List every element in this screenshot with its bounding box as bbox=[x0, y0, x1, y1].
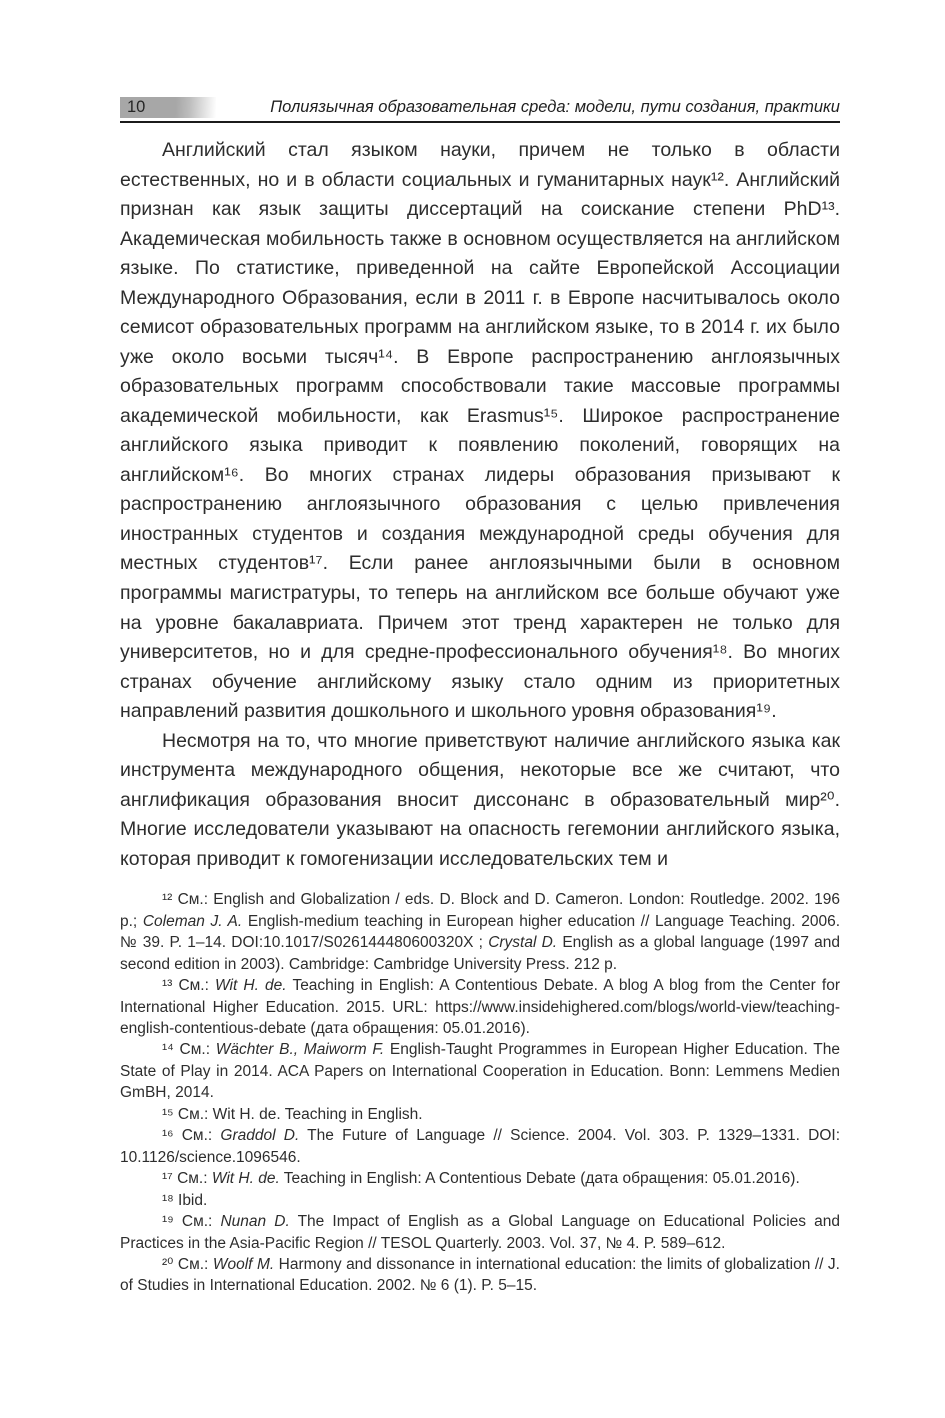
page-number-tab bbox=[120, 97, 216, 118]
body-paragraph-2: Несмотря на то, что многие приветствуют наличие английского языка как инструмента международного общения, некоторые все же считают, что англификация образования вносит диссонанс в образовательный мир²⁰. Многие исследователи указывают на опасность гегемонии английского языка, которая приводит к гомогенизации исследовательских тем и bbox=[120, 729, 840, 870]
body-paragraph-1: Английский стал языком науки, причем не только в области естественных, но и в области социальных и гуманитарных наук¹². Английский признан как язык защиты диссертаций на соискание степени PhD¹³. Академическая мобильность также в основном осуществляется на английском языке. По статистике, приведенной на сайте Европейской Ассоциации Международного Образования, если в 2011 г. в Европе насчитывалось около семисот образовательных программ на английском языке, то в 2014 г. их было уже около восьми тысяч¹⁴. В Европе распространению англоязычных образовательных программ способствовали такие массовые программы академической мобильности, как Erasmus¹⁵. Широкое распространение английского языка приводит к появлению поколений, говорящих на английском¹⁶. Во многих странах лидеры образования призывают к распространению англоязычного образования с целью привлечения иностранных студентов и создания международной среды обучения для местных студентов¹⁷. Если ранее англоязычными были в основном программы магистратуры, то теперь на английском все больше обучают уже на уровне бакалавриата. Причем этот тренд характерен не только для университетов, но и для средне-профессионального обучения¹⁸. Во многих странах обучение английскому языку стало одним из приоритетных направлений развития дошкольного и школьного уровня образования¹⁹. bbox=[120, 139, 840, 723]
footnote-19: ¹⁹ См.: Nunan D. The Impact of English as a Global Language on Educational Policies and Practices in the Asia-Pacific Region // TESOL Quarterly. 2003. Vol. 37, № 4. P. 589–612. bbox=[120, 1213, 840, 1252]
running-header-title: Полиязычная образовательная среда: модели, пути создания, практики bbox=[270, 97, 840, 116]
footnote-16: ¹⁶ См.: Graddol D. The Future of Language // Science. 2004. Vol. 303. P. 1329–1331. DOI: 10.1126/science.1096546. bbox=[120, 1127, 840, 1166]
page-number: 10 bbox=[127, 97, 146, 116]
footnote-15: ¹⁵ См.: Wit H. de. Teaching in English. bbox=[162, 1105, 423, 1123]
footnote-17: ¹⁷ См.: Wit H. de. Teaching in English: A Contentious Debate (дата обращения: 05.01.2016). bbox=[162, 1170, 800, 1188]
footnotes-block bbox=[120, 889, 840, 1297]
page-header bbox=[120, 96, 840, 118]
body-text-block bbox=[120, 136, 840, 874]
footnote-20: ²⁰ См.: Woolf M. Harmony and dissonance in international education: the limits of globalization // J. of Studies in International Education. 2002. № 6 (1). P. 5–15. bbox=[120, 1255, 840, 1295]
footnote-12: ¹² См.: English and Globalization / eds. D. Block and D. Cameron. London: Routledge. 2002. 196 p.; Coleman J. A. English-medium teaching in European higher education // Language Teaching. 2006. № 39. P. 1–14. DOI:10.1017/S026144480600320X ; Crystal D. English as a global language (1997 and second edition in 2003). Cambridge: Cambridge University Press. 212 p. bbox=[120, 891, 840, 973]
footnote-14: ¹⁴ См.: Wächter B., Maiworm F. English-Taught Programmes in European Higher Education. The State of Play in 2014. ACA Papers on International Cooperation in Education. Bonn: Lemmens Medien GmBH, 2014. bbox=[120, 1041, 841, 1102]
header-divider-rule bbox=[120, 121, 840, 123]
footnote-18: ¹⁸ Ibid. bbox=[162, 1191, 208, 1209]
footnote-13: ¹³ См.: Wit H. de. Teaching in English: A Contentious Debate. A blog A blog from the Center for International Higher Education. 2015. URL: https://www.insidehighered.com/blogs/world-view/teaching-english-contentious-debate (дата обращения: 05.01.2016). bbox=[120, 977, 840, 1037]
